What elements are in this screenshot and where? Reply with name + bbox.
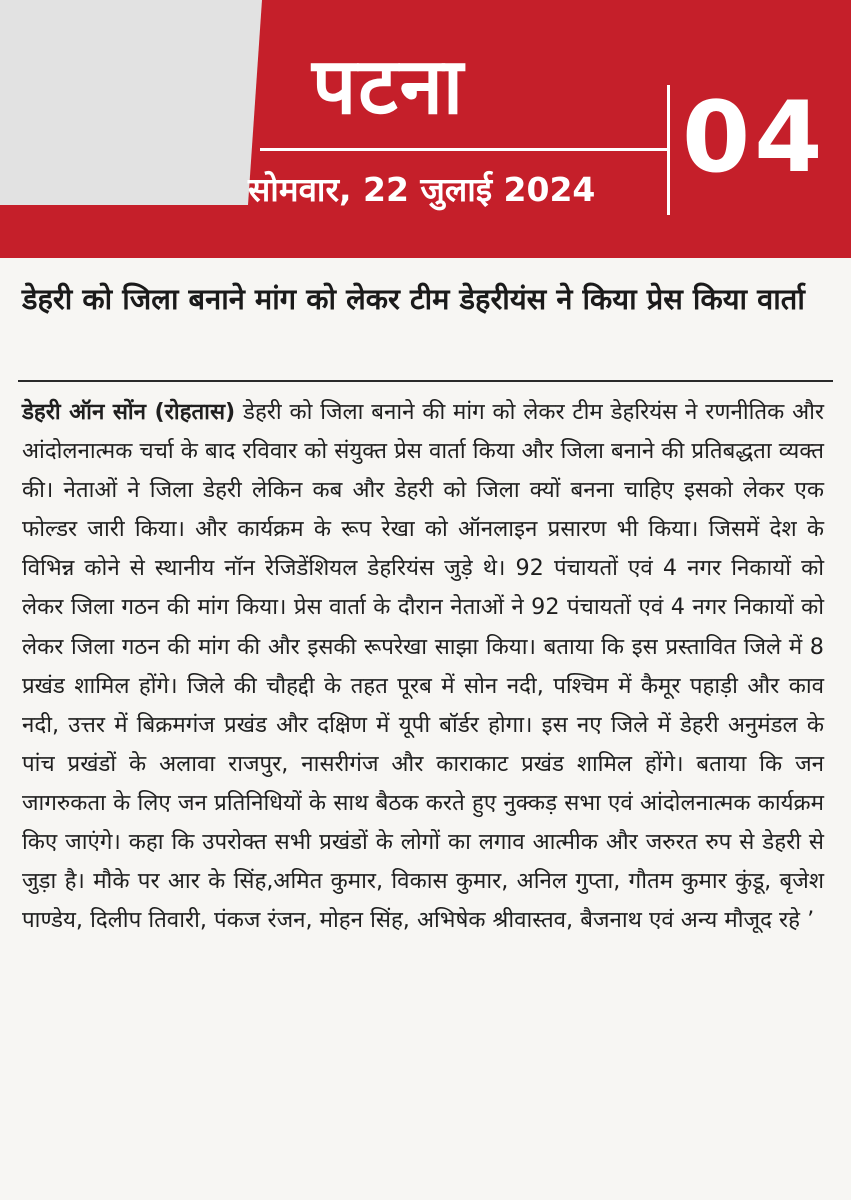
masthead-vertical-rule [667,85,670,215]
masthead-horizontal-rule [260,148,670,151]
headline-divider [18,380,833,382]
masthead [0,0,851,258]
page-number: 04 [682,81,827,195]
article-body-text: डेहरी को जिला बनाने की मांग को लेकर टीम डेहरियंस ने रणनीतिक और आंदोलनात्मक चर्चा के बाद रविवार को संयुक्त प्रेस वार्ता किया और जिला बनाने की प्रतिबद्धता व्यक्त की। नेताओं ने जिला डेहरी लेकिन कब और डेहरी को जिला क्यों बनना चाहिए इसको लेकर एक फोल्डर जारी किया। और कार्यक्रम के रूप रेखा को ऑनलाइन प्रसारण भी किया। जिसमें देश के विभिन्न कोने से स्थानीय नॉन रेजिडेंशियल डेहरियंस जुड़े थे। 92 पंचायतों एवं 4 नगर निकायों को लेकर जिला गठन की मांग किया। प्रेस वार्ता के दौरान नेताओं ने 92 पंचायतों एवं 4 नगर निकायों को लेकर जिला गठन की मांग की और इसकी रूपरेखा साझा किया। बताया कि इस प्रस्तावित जिले में 8 प्रखंड शामिल होंगे। जिले की चौहद्दी के तहत पूरब में सोन नदी, पश्चिम में कैमूर पहाड़ी और काव नदी, उत्तर में बिक्रमगंज प्रखंड और दक्षिण में यूपी बॉर्डर होगा। इस नए जिले में डेहरी अनुमंडल के पांच प्रखंडों के अलावा राजपुर, नासरीगंज और काराकाट प्रखंड शामिल होंगे। बताया कि जन जागरुकता के लिए जन प्रतिनिधियों के साथ बैठक करते हुए नुक्कड़ सभा एवं आंदोलनात्मक कार्यक्रम किए जाएंगे। कहा कि उपरोक्त सभी प्रखंडों के लोगों का लगाव आत्मीक और जरुरत रुप से डेहरी से जुड़ा है। मौके पर आर के सिंह,अमित कुमार, विकास कुमार, अनिल गुप्ता, गौतम कुमार कुंडू, बृजेश पाण्डेय, दिलीप तिवारी, पंकज रंजन, मोहन सिंह, अभिषेक श्रीवास्तव, बैजनाथ एवं अन्य मौजूद रहे ’ [22,399,824,934]
issue-date: सोमवार, 22 जुलाई 2024 [248,170,596,209]
article-body [22,393,824,940]
article-headline: डेहरी को जिला बनाने मांग को लेकर टीम डेहरीयंस ने किया प्रेस किया वार्ता [22,282,805,316]
section-city-title: पटना [312,42,466,132]
article-dateline: डेहरी ऑन सोंन (रोहतास) [22,399,236,425]
